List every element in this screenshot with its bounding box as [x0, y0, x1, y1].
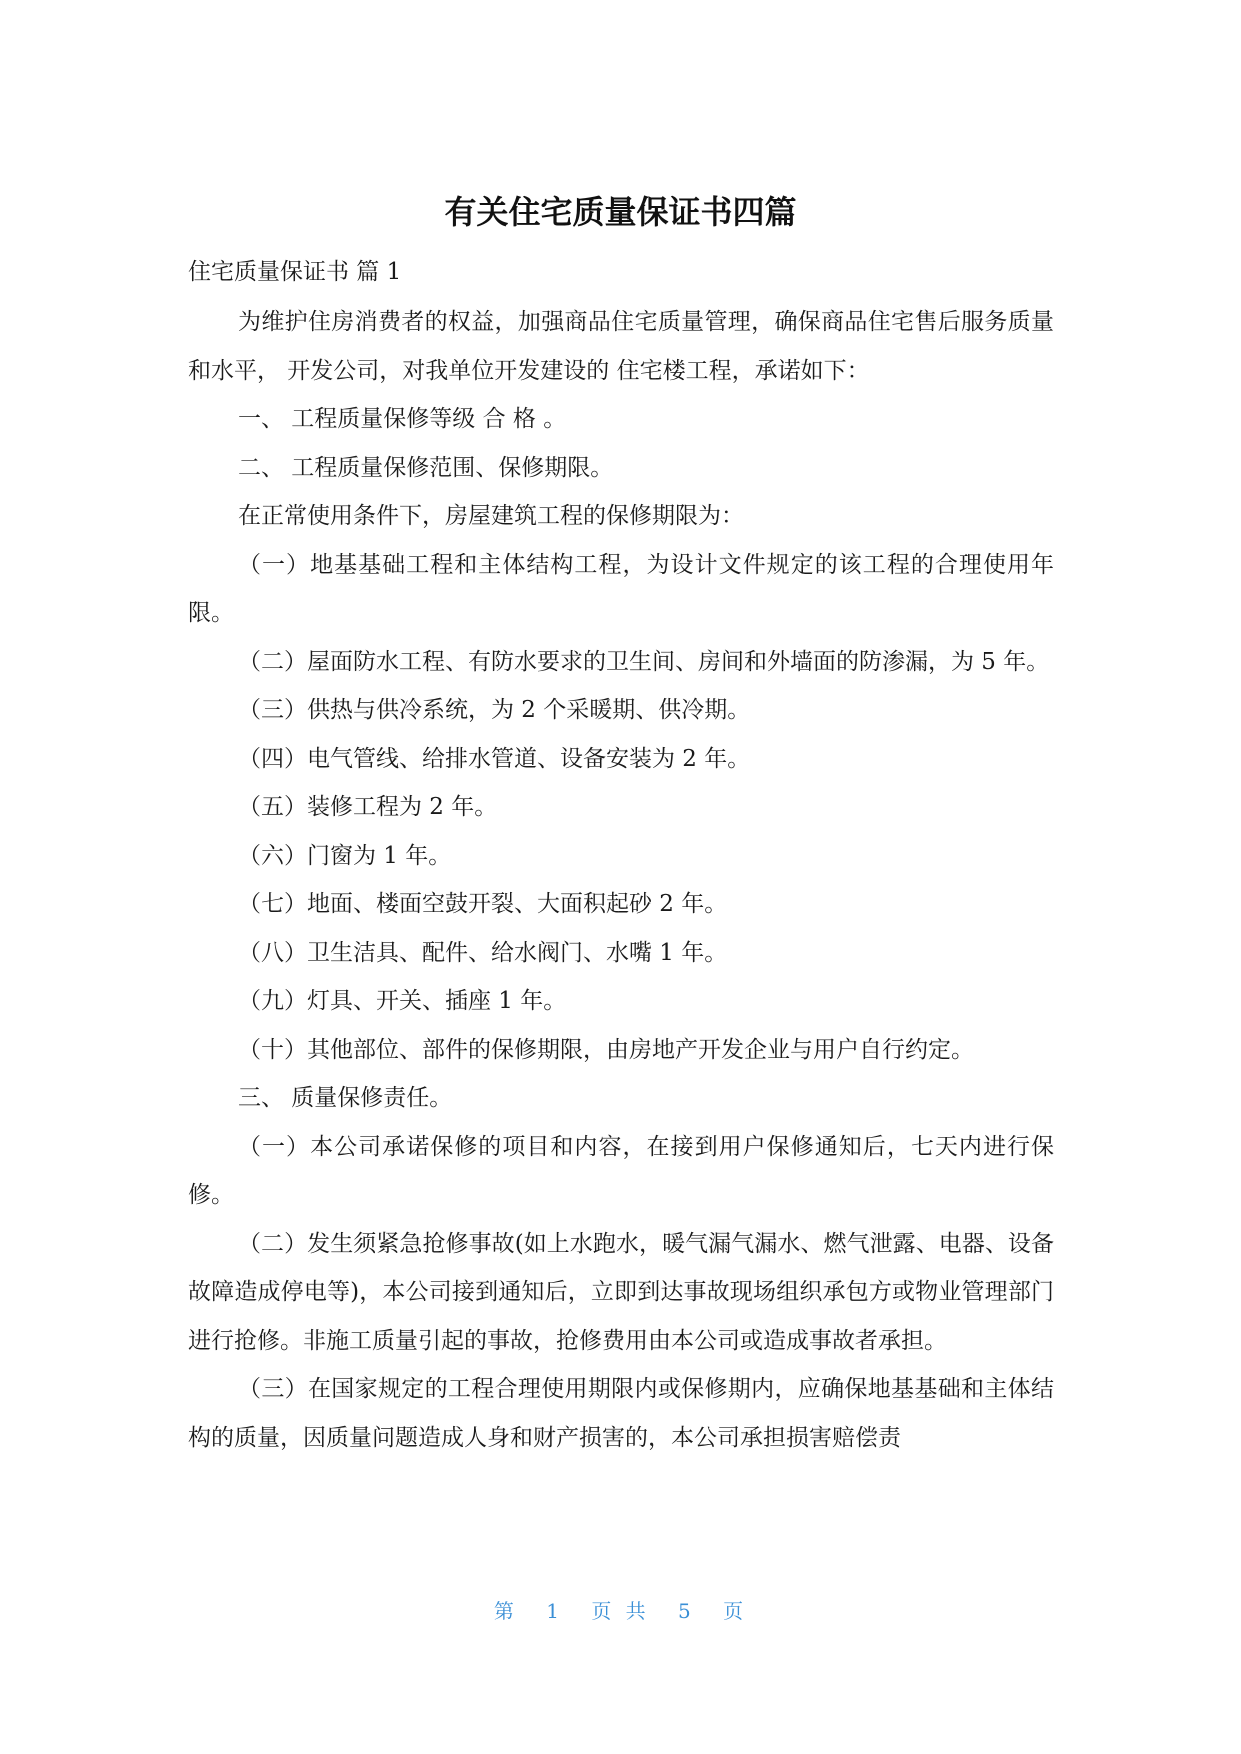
paragraph: （五）装修工程为 2 年。	[238, 794, 498, 820]
paragraph: 为维护住房消费者的权益，加强商品住宅质量管理，确保商品住宅售后服务质量和水平， 开发公司，对我单位开发建设的 住宅楼工程，承诺如下：	[188, 309, 1054, 384]
paragraph: 一、 工程质量保修等级 合 格 。	[238, 406, 567, 432]
paragraph: （三）在国家规定的工程合理使用期限内或保修期内，应确保地基基础和主体结构的质量，因质量问题造成人身和财产损害的，本公司承担损害赔偿责	[188, 1376, 1054, 1451]
paragraph: （二）发生须紧急抢修事故(如上水跑水，暖气漏气漏水、燃气泄露、电器、设备故障造成停电等)，本公司接到通知后，立即到达事故现场组织承包方或物业管理部门进行抢修。非施工质量引起的事故，抢修费用由本公司或造成事故者承担。	[188, 1230, 1054, 1354]
paragraph: （七）地面、楼面空鼓开裂、大面积起砂 2 年。	[238, 891, 728, 917]
paragraph: （九）灯具、开关、插座 1 年。	[238, 988, 567, 1014]
paragraph: （三）供热与供冷系统，为 2 个采暖期、供冷期。	[238, 697, 751, 723]
document-title: 有关住宅质量保证书四篇	[444, 193, 797, 231]
paragraph: （十）其他部位、部件的保修期限，由房地产开发企业与用户自行约定。	[238, 1036, 974, 1063]
page-label-mid: 页 共	[591, 1599, 650, 1623]
page-label-prefix: 第	[493, 1599, 518, 1623]
paragraph: （八）卫生洁具、配件、给水阀门、水嘴 1 年。	[238, 939, 728, 966]
paragraph: （四）电气管线、给排水管道、设备安装为 2 年。	[238, 745, 751, 772]
paragraph: （一）本公司承诺保修的项目和内容，在接到用户保修通知后，七天内进行保修。	[188, 1133, 1054, 1208]
page-label-suffix: 页	[723, 1599, 748, 1623]
total-page-count: 5	[678, 1599, 695, 1623]
document-body	[188, 298, 1054, 1462]
paragraph: （一）地基基础工程和主体结构工程，为设计文件规定的该工程的合理使用年限。	[188, 551, 1054, 626]
page-number-footer	[0, 1596, 1241, 1626]
paragraph: 三、 质量保修责任。	[238, 1085, 453, 1111]
paragraph: （二）屋面防水工程、有防水要求的卫生间、房间和外墙面的防渗漏，为 5 年。	[238, 648, 1050, 675]
paragraph: 二、 工程质量保修范围、保修期限。	[238, 454, 614, 481]
section-subtitle: 住宅质量保证书 篇 1	[188, 259, 402, 285]
current-page-number: 1	[546, 1599, 563, 1623]
paragraph: （六）门窗为 1 年。	[238, 842, 452, 869]
paragraph: 在正常使用条件下，房屋建筑工程的保修期限为：	[238, 503, 744, 529]
